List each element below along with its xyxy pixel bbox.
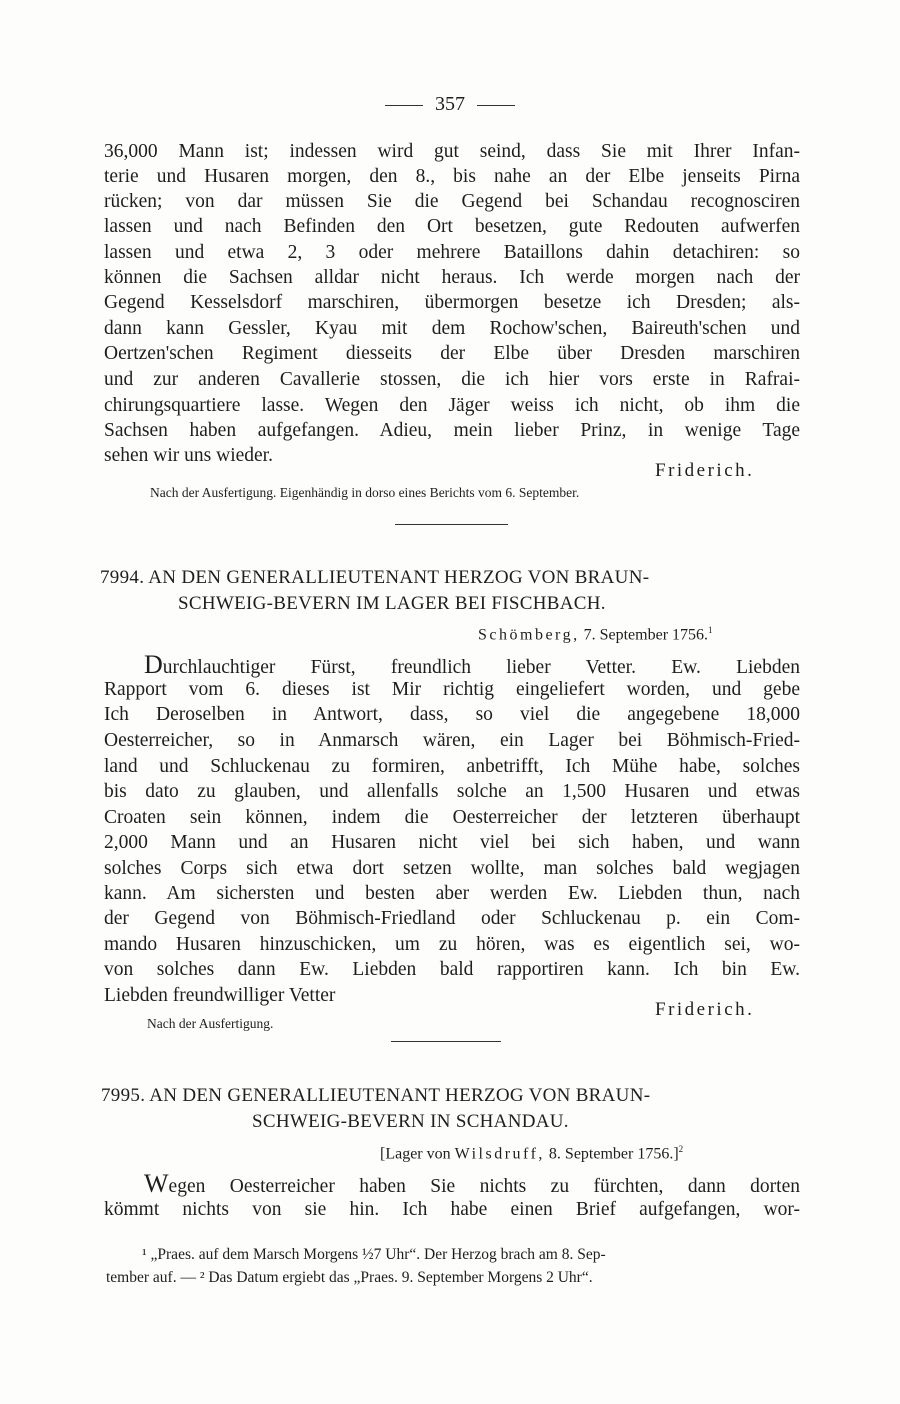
text-line: können die Sachsen alldar nicht heraus. Ich werde morgen nach der [104, 267, 800, 288]
text-line: kömmt nichts von sie hin. Ich habe einen Brief aufgefangen, wor- [104, 1199, 800, 1220]
dateline-7995 [380, 1144, 683, 1163]
page-number-text: 357 [435, 93, 465, 115]
first-line-rest: egen Oesterreicher haben Sie nichts zu fürchten, dann dorten [168, 1176, 800, 1197]
text-line: mando Husaren hinzuschicken, um zu hören, was es eigentlich sei, wo- [104, 934, 800, 955]
page-number-dash-right [477, 105, 515, 106]
dateline-place: Schömberg, [478, 626, 580, 644]
text-line: Croaten sein können, indem die Oesterreicher der letzteren überhaupt [104, 807, 800, 828]
section-divider [391, 1041, 501, 1042]
dateline-7994 [478, 625, 713, 644]
text-line: der Gegend von Böhmisch-Friedland oder Schluckenau p. ein Com- [104, 908, 800, 929]
letter-heading-7995-line1: 7995. AN DEN GENERALLIEUTENANT HERZOG VON BRAUN- [101, 1085, 651, 1106]
text-line: 2,000 Mann und an Husaren nicht viel bei sich haben, und wann [104, 832, 800, 853]
source-note: Nach der Ausfertigung. Eigenhändig in dorso eines Berichts vom 6. September. [150, 485, 580, 500]
text-line: von solches dann Ew. Liebden bald rapportiren kann. Ich bin Ew. [104, 959, 800, 980]
dateline-date: 7. September 1756. [579, 626, 709, 644]
text-line-first [144, 652, 800, 680]
text-line: lassen und nach Befinden den Ort besetzen, gute Redouten aufwerfen [104, 216, 800, 237]
text-line: Gegend Kesselsdorf marschiren, übermorgen besetze ich Dresden; als- [104, 292, 800, 313]
dateline-open: [Lager von [380, 1145, 455, 1163]
signature: Friderich. [655, 999, 755, 1020]
text-line: Rapport vom 6. dieses ist Mir richtig eingeliefert worden, und gebe [104, 679, 800, 700]
letter-heading-7994-line2: SCHWEIG-BEVERN IM LAGER BEI FISCHBACH. [178, 593, 606, 614]
text-line: und zur anderen Cavallerie stossen, die ich hier vors erste in Rafrai- [104, 369, 800, 390]
footnote-mark: 2 [678, 1144, 684, 1154]
text-line: lassen und etwa 2, 3 oder mehrere Bataillons dahin detachiren: so [104, 242, 800, 263]
drop-letter: D [144, 650, 163, 679]
first-line-rest: urchlauchtiger Fürst, freundlich lieber Vetter. Ew. Liebden [162, 657, 800, 678]
section-divider [395, 524, 508, 525]
dateline-place: Wilsdruff, [454, 1145, 545, 1163]
text-line: land und Schluckenau zu formiren, anbetrifft, Ich Mühe habe, solches [104, 756, 800, 777]
text-line: sehen wir uns wieder. [104, 445, 273, 466]
signature: Friderich. [655, 460, 755, 481]
footnote-line: tember auf. — ² Das Datum ergiebt das „Praes. 9. September Morgens 2 Uhr“. [106, 1269, 593, 1286]
text-line: terie und Husaren morgen, den 8., bis nahe an der Elbe jenseits Pirna [104, 166, 800, 187]
text-line: kann. Am sichersten und besten aber werden Ew. Liebden thun, nach [104, 883, 800, 904]
footnote-mark: 1 [708, 625, 713, 635]
page-number [0, 93, 900, 116]
text-line: Oesterreicher, so in Anmarsch wären, ein Lager bei Böhmisch-Fried- [104, 730, 800, 751]
text-line-first [144, 1171, 800, 1199]
text-line: rücken; von dar müssen Sie die Gegend bei Schandau recognosciren [104, 191, 800, 212]
letter-heading-7995-line2: SCHWEIG-BEVERN IN SCHANDAU. [252, 1111, 569, 1132]
text-line: chirungsquartiere lasse. Wegen den Jäger weiss ich nicht, ob ihm die [104, 395, 800, 416]
text-line: Sachsen haben aufgefangen. Adieu, mein lieber Prinz, in wenige Tage [104, 420, 800, 441]
page-number-dash-left [385, 105, 423, 106]
text-line: solches Corps sich etwa dort setzen wollte, man solches bald wegjagen [104, 858, 800, 879]
text-line: Liebden freundwilliger Vetter [104, 985, 336, 1006]
dateline-date: 8. September 1756.] [544, 1145, 679, 1163]
text-line: dann kann Gessler, Kyau mit dem Rochow'schen, Baireuth'schen und [104, 318, 800, 339]
text-line: bis dato zu glauben, und allenfalls solche an 1,500 Husaren und etwas [104, 781, 800, 802]
text-line: Oertzen'schen Regiment diesseits der Elbe über Dresden marschiren [104, 343, 800, 364]
letter-heading-7994-line1: 7994. AN DEN GENERALLIEUTENANT HERZOG VON BRAUN- [100, 567, 650, 588]
drop-letter: W [144, 1169, 169, 1198]
footnote-line: ¹ „Praes. auf dem Marsch Morgens ½7 Uhr“. Der Herzog brach am 8. Sep- [142, 1246, 606, 1263]
text-line: Ich Deroselben in Antwort, dass, so viel die angegebene 18,000 [104, 704, 800, 725]
source-note: Nach der Ausfertigung. [147, 1016, 274, 1031]
text-line: 36,000 Mann ist; indessen wird gut seind, dass Sie mit Ihrer Infan- [104, 141, 800, 162]
